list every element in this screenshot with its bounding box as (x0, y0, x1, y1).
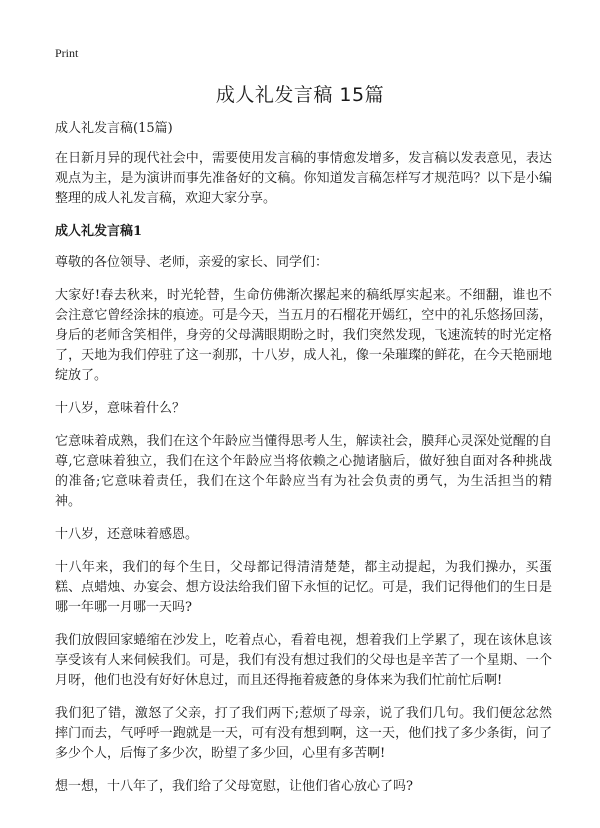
paragraph: 十八岁，意味着什么？ (55, 401, 186, 416)
article-subtitle: 成人礼发言稿(15篇) (55, 121, 173, 136)
article-body (55, 119, 552, 810)
paragraph: 十八岁，还意味着感恩。 (55, 527, 199, 542)
print-link[interactable]: Print (55, 46, 79, 60)
paragraph: 我们放假回家蜷缩在沙发上，吃着点心，看着电视，想着我们上学累了，现在该休息该享受该有人来伺候我们。可是，我们有没有想过我们的父母也是辛苦了一个星期、一个月呀，他们也没有好好休息过，而且还得拖着疲惫的身体来为我们忙前忙后啊! (55, 633, 552, 688)
paragraph: 它意味着成熟，我们在这个年龄应当懂得思考人生，解读社会，膜拜心灵深处觉醒的自尊,它意味着独立，我们在这个年龄应当将依赖之心抛诸脑后，做好独自面对各种挑战的准备;它意味着责任，我们在这个年龄应当有为社会负责的勇气，为生活担当的精神。 (55, 434, 552, 509)
paragraph: 十八年来，我们的每个生日，父母都记得清清楚楚，都主动提起，为我们操办，买蛋糕、点蜡烛、办宴会、想方设法给我们留下永恒的记忆。可是，我们记得他们的生日是哪一年哪一月哪一天吗? (55, 560, 552, 615)
paragraph: 想一想，十八年了，我们给了父母宽慰，让他们省心放心了吗? (55, 779, 413, 794)
intro-paragraph: 在日新月异的现代社会中，需要使用发言稿的事情愈发增多，发言稿以发表意见，表达观点为主，是为演讲而事先准备好的文稿。你知道发言稿怎样写才规范吗？以下是小编整理的成人礼发言稿，欢迎大家分享。 (55, 151, 552, 206)
page-title: 成人礼发言稿 15篇 (215, 84, 385, 106)
paragraph: 我们犯了错，激怒了父亲，打了我们两下;惹烦了母亲，说了我们几句。我们便忿忿然摔门而去，气呼呼一跑就是一天，可有没有想到啊，这一天，他们找了多少条街，问了多少个人，后悔了多少次，盼望了多少回，心里有多苦啊! (55, 706, 552, 761)
paragraph: 大家好!春去秋来，时光轮替，生命仿佛渐次摞起来的稿纸厚实起来。不细翻，谁也不会注意它曾经涂抹的痕迹。可是今天，当五月的石榴花开嫣红，空中的礼乐悠扬回荡，身后的老师含笑相伴，身旁的父母满眼期盼之时，我们突然发现，飞速流转的时光定格了，天地为我们停驻了这一刹那，十八岁，成人礼，像一朵璀璨的鲜花，在今天艳丽地绽放了。 (55, 288, 552, 383)
section-heading: 成人礼发言稿1 (55, 224, 143, 239)
paragraph: 尊敬的各位领导、老师，亲爱的家长、同学们： (55, 255, 329, 270)
